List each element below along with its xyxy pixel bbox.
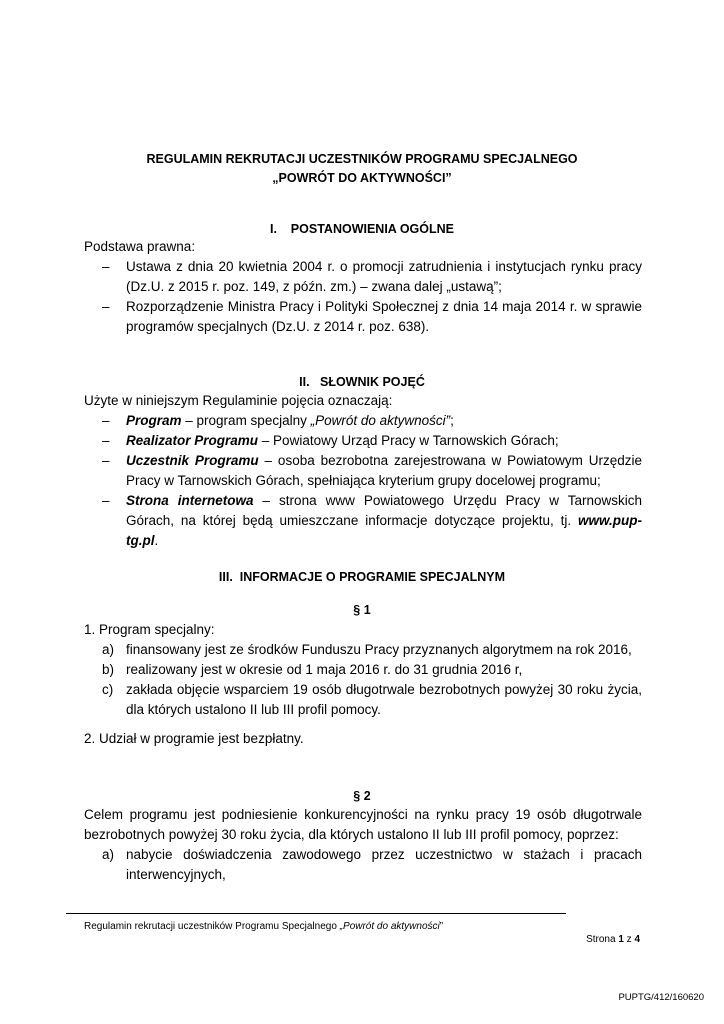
document-id: PUPTG/412/160620 xyxy=(618,992,704,1003)
glossary-tail: . xyxy=(154,533,159,548)
list-item xyxy=(84,680,642,720)
letter-marker: b) xyxy=(102,662,115,677)
dash-bullet: – xyxy=(102,493,110,508)
list-item xyxy=(84,845,642,885)
dash-bullet: – xyxy=(102,433,110,448)
section-heading-3: III. INFORMACJE O PROGRAMIE SPECJALNYM xyxy=(218,570,506,584)
document-title-line2: „POWRÓT DO AKTYWNOŚCI” xyxy=(272,171,452,185)
page-label: Strona xyxy=(586,934,616,945)
glossary-definition: – strona www Powiatowego Urzędu Pracy w Tarnowskich Górach, na której będą umieszczane informacje dotyczące projektu, tj. xyxy=(126,493,642,528)
point-number: 2. xyxy=(84,731,96,746)
list-item xyxy=(84,660,642,680)
paragraph-2-label: § 2 xyxy=(353,789,371,803)
section-heading-2: II. SŁOWNIK POJĘĆ xyxy=(299,375,425,389)
list-item-text: Ustawa z dnia 20 kwietnia 2004 r. o promocji zatrudnienia i instytucjach rynku pracy (Dz.U. z 2015 r. poz. 149, z późn. zm.) – zwana dalej „ustawą”; xyxy=(126,259,642,294)
letter-marker: a) xyxy=(102,642,115,657)
dash-bullet: – xyxy=(102,413,110,428)
page-number xyxy=(586,934,640,945)
point-text: Udział w programie jest bezpłatny. xyxy=(99,731,304,746)
footer-divider xyxy=(66,913,566,914)
glossary-list xyxy=(84,411,642,551)
glossary-tail: ; xyxy=(450,413,454,428)
paragraph-1-label: § 1 xyxy=(353,603,371,617)
legal-basis-list xyxy=(84,257,642,337)
glossary-intro: Użyte w niniejszym Regulaminie pojęcia oznaczają: xyxy=(84,393,393,408)
page-current: 1 xyxy=(618,934,624,945)
dash-bullet: – xyxy=(102,259,110,274)
glossary-term: Strona internetowa xyxy=(126,493,254,508)
document-title-line1: REGULAMIN REKRUTACJI UCZESTNIKÓW PROGRAMU SPECJALNEGO xyxy=(146,152,578,166)
list-item-text: zakłada objęcie wsparciem 19 osób długotrwale bezrobotnych powyżej 30 roku życia, dla których ustalono II lub III profil pomocy. xyxy=(126,682,642,717)
glossary-term: Realizator Programu xyxy=(126,433,259,448)
footer-suffix: ” xyxy=(439,921,444,932)
glossary-definition: – Powiatowy Urząd Pracy w Tarnowskich Górach; xyxy=(258,433,559,448)
legal-basis-intro: Podstawa prawna: xyxy=(84,239,196,254)
point-1 xyxy=(84,620,642,640)
glossary-term: Program xyxy=(126,413,182,428)
glossary-term: Uczestnik Programu xyxy=(126,453,259,468)
glossary-item xyxy=(84,411,642,431)
program-details-list xyxy=(84,640,642,720)
glossary-item xyxy=(84,491,642,551)
dash-bullet: – xyxy=(102,453,110,468)
list-item-text: finansowany jest ze środków Funduszu Pracy przyznanych algorytmem na rok 2016, xyxy=(126,642,632,657)
letter-marker: c) xyxy=(102,682,114,697)
program-goal-list xyxy=(84,845,642,885)
list-item-text: realizowany jest w okresie od 1 maja 2016 r. do 31 grudnia 2016 r, xyxy=(126,662,523,677)
footer-text xyxy=(84,921,443,932)
footer-prefix: Regulamin rekrutacji uczestników Programu Specjalnego xyxy=(84,921,340,932)
list-item xyxy=(84,257,642,297)
glossary-definition: – osoba bezrobotna zarejestrowana w Powiatowym Urzędzie Pracy w Tarnowskich Górach, spełniająca kryterium grupy docelowej programu; xyxy=(126,453,642,488)
list-item-text: nabycie doświadczenia zawodowego przez uczestnictwo w stażach i pracach interwencyjnych, xyxy=(126,847,642,882)
dash-bullet: – xyxy=(102,299,110,314)
glossary-item xyxy=(84,451,642,491)
program-goal-text: Celem programu jest podniesienie konkurencyjności na rynku pracy 19 osób długotrwale bezrobotnych powyżej 30 roku życia, dla których ustalono II lub III profil pomocy, poprzez: xyxy=(84,807,642,842)
letter-marker: a) xyxy=(102,847,115,862)
website-link[interactable]: www.pup-tg.pl xyxy=(126,513,642,548)
page-separator: z xyxy=(626,934,632,945)
program-name: „Powrót do aktywności” xyxy=(310,413,451,428)
list-item-text: Rozporządzenie Ministra Pracy i Polityki Społecznej z dnia 14 maja 2014 r. w sprawie programów specjalnych (Dz.U. z 2014 r. poz. 638). xyxy=(126,299,642,334)
point-text: Program specjalny: xyxy=(99,622,215,637)
point-number: 1. xyxy=(84,622,96,637)
glossary-definition: – program specjalny xyxy=(181,413,311,428)
glossary-item xyxy=(84,431,642,451)
page-total: 4 xyxy=(634,934,640,945)
list-item xyxy=(84,640,642,660)
section-heading-1: I. POSTANOWIENIA OGÓLNE xyxy=(269,222,455,236)
footer-program-name: „Powrót do aktywności xyxy=(339,921,440,932)
list-item xyxy=(84,297,642,337)
point-2 xyxy=(84,729,642,749)
